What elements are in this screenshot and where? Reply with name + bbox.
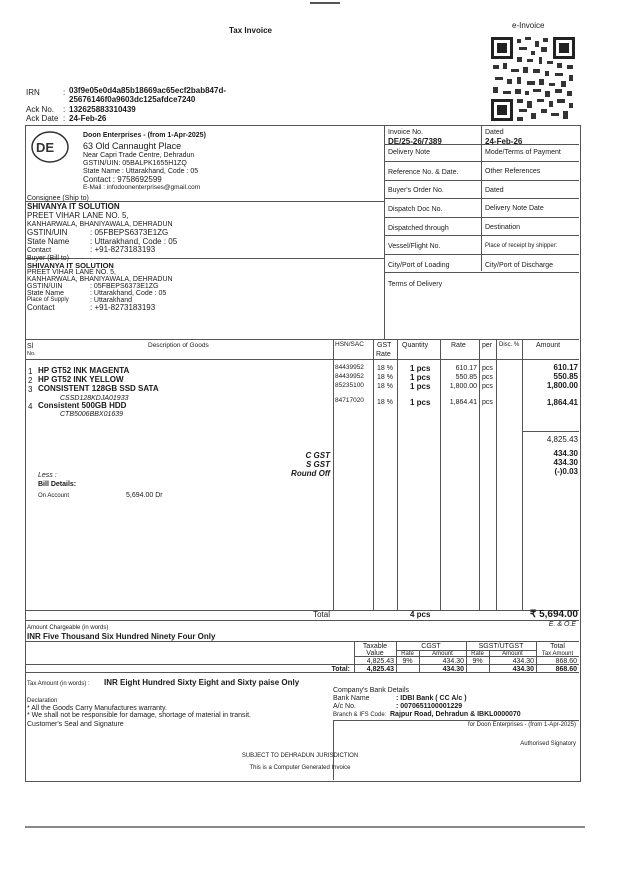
ack-date-label: Ack Date bbox=[26, 114, 59, 123]
page-title: Tax Invoice bbox=[229, 26, 272, 35]
customer-seal: Customer's Seal and Signature bbox=[27, 721, 124, 728]
irn-value-1: 03f9e05e0d4a85b18669ac65ecf2bab847d- bbox=[69, 86, 227, 95]
dispatched-through-label: Dispatched through bbox=[388, 225, 449, 232]
ack-no: 132625883310439 bbox=[69, 105, 136, 114]
bank-branch: Rajpur Road, Dehradun & IBKL0000070 bbox=[390, 711, 521, 718]
invoice-no: DE/25-26/7389 bbox=[388, 137, 442, 146]
consignee-state: : Uttarakhand, Code : 05 bbox=[90, 237, 178, 246]
buyers-order-label: Buyer's Order No. bbox=[388, 187, 444, 194]
buyer-contact: : +91-8273183193 bbox=[90, 303, 156, 312]
buyer-contact-label: Contact bbox=[27, 303, 55, 312]
buyer-addr1: PREET VIHAR LANE NO. 5, bbox=[27, 269, 116, 276]
dated2-label: Dated bbox=[485, 187, 504, 194]
consignee-addr1: PREET VIHAR LANE NO. 5, bbox=[27, 211, 129, 220]
item-serial: CSSD128KDJA01933 bbox=[60, 395, 129, 402]
sgst-label: S GST bbox=[305, 460, 330, 469]
vessel-label: Vessel/Flight No. bbox=[388, 243, 441, 250]
bank-name-label: Bank Name bbox=[333, 695, 370, 702]
buyer-addr2: KANHARWALA, BHANIYAWALA, DEHRADUN bbox=[27, 276, 173, 283]
item-description: CONSISTENT 128GB SSD SATA bbox=[38, 384, 159, 393]
seller-name: Doon Enterprises - (from 1-Apr-2025) bbox=[83, 132, 206, 139]
declaration-line-2: * We shall not be responsible for damage, shortage of material in transit. bbox=[27, 712, 251, 719]
on-account-amount: 5,694.00 Dr bbox=[126, 492, 163, 499]
consignee-name: SHIVANYA IT SOLUTION bbox=[27, 202, 120, 211]
bank-account-no: : 0070651100001229 bbox=[396, 703, 463, 710]
subtotal: 4,825.43 bbox=[546, 435, 578, 444]
ack-date: 24-Feb-26 bbox=[69, 114, 107, 123]
scan-edge-line bbox=[25, 826, 585, 828]
seller-email: E-Mail : infodoonenterprises@gmail.com bbox=[83, 184, 201, 191]
consignee-heading: Consignee (Ship to) bbox=[27, 195, 89, 202]
ts-value: Value bbox=[366, 650, 384, 657]
seller-gstin: GSTIN/UIN: 05BALPK1655H1ZQ bbox=[83, 160, 187, 167]
ts-cgst: CGST bbox=[421, 643, 441, 650]
col-gst: GST bbox=[377, 342, 392, 349]
sgst-amount: 434.30 bbox=[553, 458, 578, 467]
logo-text: DE bbox=[36, 140, 55, 155]
consignee-contact: : +91-8273183193 bbox=[90, 245, 156, 254]
eoe: E. & O.E bbox=[548, 621, 576, 628]
roundoff-label: Round Off bbox=[291, 469, 330, 478]
ts-taxable: Taxable bbox=[362, 643, 388, 650]
einvoice-label: e-Invoice bbox=[512, 21, 545, 30]
item-description: HP GT52 INK YELLOW bbox=[38, 375, 124, 384]
amount-in-words: INR Five Thousand Six Hundred Ninety Four Only bbox=[27, 632, 216, 641]
bill-details-label: Bill Details: bbox=[38, 481, 77, 488]
jurisdiction: SUBJECT TO DEHRADUN JURISDICTION bbox=[241, 753, 359, 759]
col-rate: Rate bbox=[451, 342, 466, 349]
col-quantity: Quantity bbox=[402, 342, 429, 349]
invoice-no-label: Invoice No. bbox=[388, 129, 424, 136]
scan-mark bbox=[310, 2, 340, 4]
col-amount: Amount bbox=[536, 342, 561, 349]
dated-label: Dated bbox=[485, 129, 504, 136]
col-disc: Disc. % bbox=[499, 342, 520, 348]
item-description: HP GT52 INK MAGENTA bbox=[38, 366, 130, 375]
ts-total: Total bbox=[550, 643, 565, 650]
reference-no-label: Reference No. & Date. bbox=[388, 169, 459, 176]
buyer-name: SHIVANYA IT SOLUTION bbox=[27, 261, 114, 270]
cgst-label: C GST bbox=[305, 451, 330, 460]
city-discharge-label: City/Port of Discharge bbox=[485, 262, 554, 269]
seller-state: State Name : Uttarakhand, Code : 05 bbox=[83, 168, 199, 175]
consignee-contact-label: Contact bbox=[27, 247, 52, 254]
col-description: Description of Goods bbox=[148, 342, 209, 349]
less-label: Less : bbox=[38, 472, 57, 479]
amount-words-label: Amount Chargeable (in words) bbox=[27, 625, 109, 631]
terms-delivery-label: Terms of Delivery bbox=[388, 281, 443, 288]
city-loading-label: City/Port of Loading bbox=[388, 262, 450, 269]
delivery-note-date-label: Delivery Note Date bbox=[485, 205, 544, 212]
item-serial: CTB5006BBX01639 bbox=[60, 411, 124, 418]
buyer-gstin: : 05FBEPS6373E1ZG bbox=[90, 283, 159, 290]
col-hsn: HSN/SAC bbox=[335, 341, 364, 348]
tax-in-words: INR Eight Hundred Sixty Eight and Sixty paise Only bbox=[104, 678, 300, 687]
col-gst-rate: Rate bbox=[376, 351, 391, 358]
buyer-place-label: Place of Supply bbox=[27, 297, 69, 303]
consignee-state-label: State Name bbox=[27, 237, 70, 246]
col-sl: Sl bbox=[27, 343, 34, 350]
buyer-gstin-label: GSTIN/UIN bbox=[27, 283, 63, 290]
seller-contact: Contact : 9758692599 bbox=[83, 175, 162, 184]
roundoff-amount: (-)0.03 bbox=[554, 467, 578, 476]
computer-generated: This is a Computer Generated Invoice bbox=[249, 765, 351, 771]
declaration-line-1: * All the Goods Carry Manufactures warranty. bbox=[27, 705, 167, 712]
consignee-gstin-label: GSTIN/UIN bbox=[27, 228, 68, 237]
total-label: Total bbox=[313, 610, 330, 619]
consignee-gstin: : 05FBEPS6373E1ZG bbox=[90, 228, 169, 237]
invoice-date: 24-Feb-26 bbox=[485, 137, 523, 146]
for-company: for Doon Enterprises - (from 1-Apr-2025) bbox=[467, 722, 576, 728]
buyer-state: : Uttarakhand, Code : 05 bbox=[90, 290, 167, 297]
qr-code bbox=[489, 35, 577, 123]
col-per: per bbox=[482, 342, 493, 349]
declaration-heading: Declaration bbox=[27, 698, 58, 704]
cgst-amount: 434.30 bbox=[553, 449, 578, 458]
buyer-place: : Uttarakhand bbox=[90, 297, 133, 304]
bank-branch-label: Branch & IFS Code: bbox=[333, 712, 387, 718]
dispatch-doc-label: Dispatch Doc No. bbox=[388, 206, 443, 213]
irn-label: IRN bbox=[26, 88, 40, 97]
place-receipt-label: Place of receipt by shipper: bbox=[485, 243, 558, 249]
total-quantity: 4 pcs bbox=[410, 610, 431, 619]
ts-sgst: SGST/UTGST bbox=[478, 643, 524, 650]
total-amount: ₹ 5,694.00 bbox=[529, 609, 578, 620]
mode-terms-label: Mode/Terms of Payment bbox=[485, 149, 561, 156]
item-description: Consistent 500GB HDD bbox=[38, 401, 127, 410]
authorised-signatory: Authorised Signatory bbox=[520, 741, 576, 747]
destination-label: Destination bbox=[485, 224, 521, 231]
tax-words-label: Tax Amount (in words) : bbox=[27, 681, 90, 687]
bank-name: : IDBI Bank ( CC A/c ) bbox=[396, 695, 467, 702]
other-references-label: Other References bbox=[485, 168, 541, 175]
seller-addr1: 63 Old Cannaught Place bbox=[83, 141, 182, 151]
delivery-note-label: Delivery Note bbox=[388, 149, 431, 156]
bank-ac-label: A/c No. bbox=[333, 703, 356, 710]
buyer-state-label: State Name bbox=[27, 290, 64, 297]
consignee-addr2: KANHARWALA, BHANIYAWALA, DEHRADUN bbox=[27, 221, 173, 228]
buyer-heading: Buyer (Bill to) bbox=[27, 255, 70, 262]
bank-heading: Company's Bank Details bbox=[333, 687, 410, 694]
seller-addr2: Near Capri Trade Centre, Dehradun bbox=[83, 152, 195, 159]
col-no: No. bbox=[27, 351, 36, 357]
ack-no-label: Ack No. bbox=[26, 105, 55, 114]
on-account-label: On Account bbox=[38, 493, 70, 499]
irn-value-2: 25676146f0a9603dc125afdce7240 bbox=[69, 95, 196, 104]
